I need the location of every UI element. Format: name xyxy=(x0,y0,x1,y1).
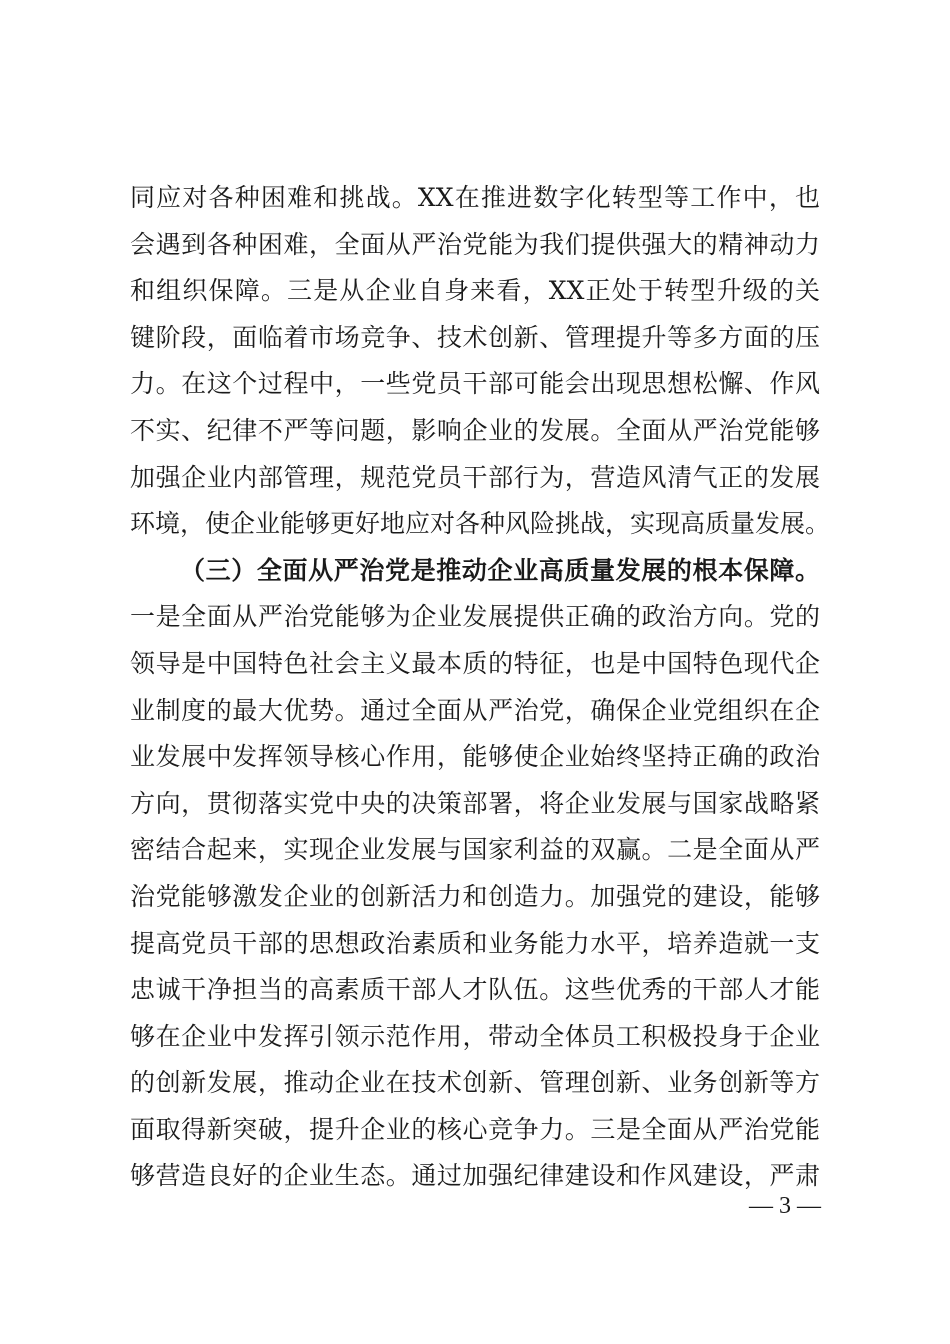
text-line: 密结合起来，实现企业发展与国家利益的双赢。二是全面从严 xyxy=(130,835,820,865)
text-line: 键阶段，面临着市场竞争、技术创新、管理提升等多方面的压 xyxy=(130,322,820,352)
text-line: 忠诚干净担当的高素质干部人才队伍。这些优秀的干部人才能 xyxy=(130,975,820,1005)
text-line: 治党能够激发企业的创新活力和创造力。加强党的建设，能够 xyxy=(130,881,820,911)
text-line: 够营造良好的企业生态。通过加强纪律建设和作风建设，严肃 xyxy=(130,1161,820,1191)
text-line: 领导是中国特色社会主义最本质的特征，也是中国特色现代企 xyxy=(130,648,820,678)
text-line: 够在企业中发挥引领示范作用，带动全体员工积极投身于企业 xyxy=(130,1021,820,1051)
text-line: 加强企业内部管理，规范党员干部行为，营造风清气正的发展 xyxy=(130,462,820,492)
text-line: 面取得新突破，提升企业的核心竞争力。三是全面从严治党能 xyxy=(130,1114,820,1144)
page-number: — 3 — xyxy=(749,1193,821,1219)
text-line: 方向，贯彻落实党中央的决策部署，将企业发展与国家战略紧 xyxy=(130,788,820,818)
text-line: 力。在这个过程中，一些党员干部可能会出现思想松懈、作风 xyxy=(130,369,820,399)
text-line: 一是全面从严治党能够为企业发展提供正确的政治方向。党的 xyxy=(130,602,820,632)
text-line: 业制度的最大优势。通过全面从严治党，确保企业党组织在企 xyxy=(130,695,820,725)
text-line: 的创新发展，推动企业在技术创新、管理创新、业务创新等方 xyxy=(130,1068,820,1098)
text-line: 和组织保障。三是从企业自身来看，XX正处于转型升级的关 xyxy=(130,276,820,306)
text-line: 提高党员干部的思想政治素质和业务能力水平，培养造就一支 xyxy=(130,928,820,958)
text-line: 业发展中发挥领导核心作用，能够使企业始终坚持正确的政治 xyxy=(130,742,820,772)
text-line: 环境，使企业能够更好地应对各种风险挑战，实现高质量发展。 xyxy=(130,509,831,539)
section-heading: （三）全面从严治党是推动企业高质量发展的根本保障。 xyxy=(180,555,820,585)
text-line: 会遇到各种困难，全面从严治党能为我们提供强大的精神动力 xyxy=(130,229,820,259)
text-line: 不实、纪律不严等问题，影响企业的发展。全面从严治党能够 xyxy=(130,415,820,445)
body-text xyxy=(130,175,831,1200)
text-line: 同应对各种困难和挑战。XX在推进数字化转型等工作中，也 xyxy=(130,183,820,212)
